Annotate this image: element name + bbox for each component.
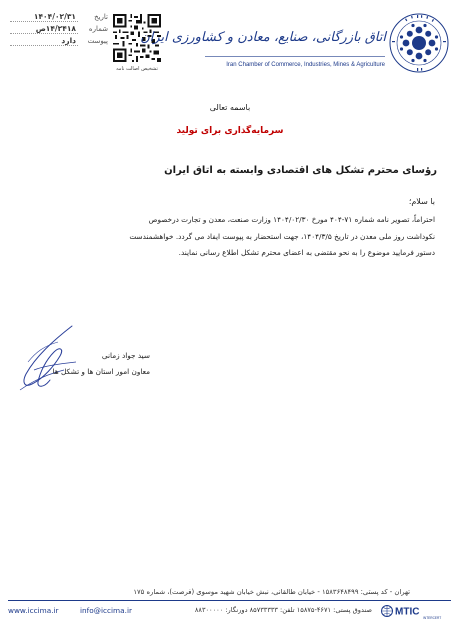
meta-date-label: تاریخ xyxy=(94,13,108,21)
invocation: باسمه تعالی xyxy=(209,103,251,112)
chamber-name-en: Iran Chamber of Commerce, Industries, Mines & Agriculture xyxy=(226,62,385,68)
letter-body xyxy=(23,212,435,262)
chamber-name-fa: اتاق بازرگانی، صنایع، معادن و کشاورزی ایران xyxy=(140,30,386,45)
meta-date xyxy=(8,12,108,24)
footer-contact-bar xyxy=(8,604,451,618)
body-line: دستور فرمایید موضوع را به نحو مقتضی به اعضای محترم تشکل اطلاع رسانی نمایند. xyxy=(178,248,435,257)
body-line: نکوداشت روز ملی معدن در تاریخ ۱۴۰۴/۳/۵، جهت استحضار به پیوست ایفاد می گردد. خواهشمندست xyxy=(129,231,435,241)
greeting: با سلام؛ xyxy=(408,197,435,206)
letter-meta xyxy=(8,12,108,48)
meta-number-label: شماره xyxy=(88,25,108,33)
footer-contact-numbers: صندوق پستی: ۴۶۷۱-۱۵۸۷۵ تلفن: ۸۵۷۳۳۳۳۳ دورنگار: ۸۸۳۰۰۰۰۰ xyxy=(194,606,372,614)
signer-name: سید جواد زمانی xyxy=(101,351,150,360)
meta-attachment xyxy=(8,36,108,48)
footer-address: تهران - کد پستی: ۱۵۸۳۶۴۸۴۹۹ - خیابان طالقانی، نبش خیابان شهید موسوی (فرصت)، شماره ۱۷۵ xyxy=(133,588,410,596)
qr-caption: تشخیص اصالت نامه xyxy=(116,66,158,72)
meta-attachment-value: دارد xyxy=(61,36,76,45)
meta-number xyxy=(8,24,108,36)
mtic-intercert-logo-icon xyxy=(381,604,451,620)
meta-number-value: ۱۴/۲۴۱۸ص xyxy=(35,24,76,33)
addressee: رؤسای محترم تشکل های اقتصادی وابسته به اتاق ایران xyxy=(164,165,437,176)
footer-website-link[interactable]: www.iccima.ir xyxy=(8,606,59,615)
signer-title: معاون امور استان ها و تشکل ها xyxy=(52,367,150,376)
mtic-logo-text: MTIC xyxy=(395,606,420,618)
intercert-logo-text: INTERCERT xyxy=(423,616,442,620)
meta-date-value: ۱۴۰۴/۰۲/۳۱ xyxy=(33,12,76,21)
meta-attachment-label: پیوست xyxy=(87,37,108,45)
header-divider xyxy=(205,56,385,57)
body-line: احتراماً، تصویر نامه شماره ۷۱-۴۰۴ مورخ ۱۴۰۴/۰۲/۳۰ وزارت صنعت، معدن و تجارت درخصوص xyxy=(148,215,435,224)
letter-subject: سرمایه‌گذاری برای تولید xyxy=(176,126,284,136)
footer-divider xyxy=(8,600,451,601)
footer-email-link[interactable]: info@iccima.ir xyxy=(80,606,132,615)
chamber-logo-icon xyxy=(388,12,450,74)
